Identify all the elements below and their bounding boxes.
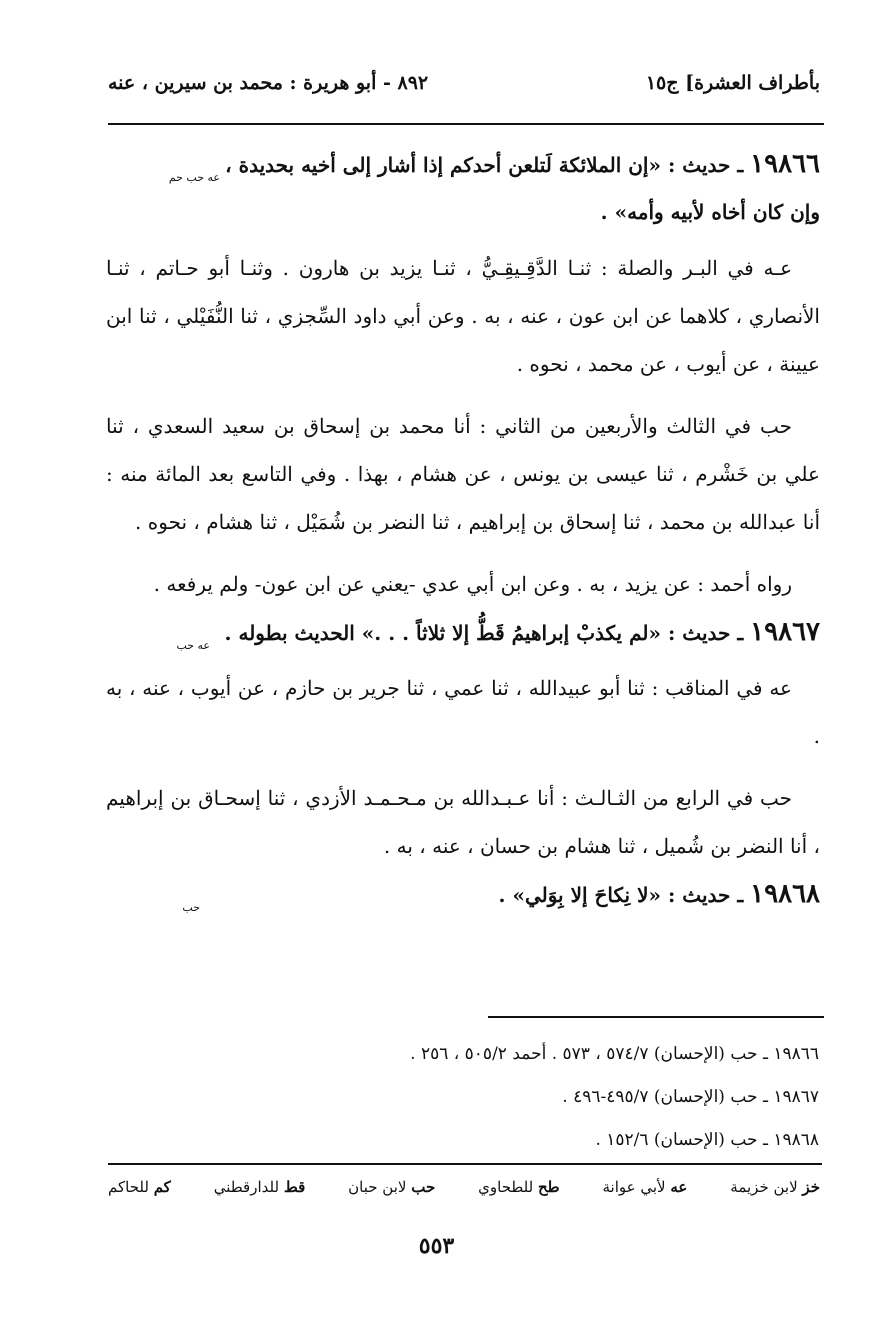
page-number: ٥٥٣: [418, 1233, 455, 1259]
isnad-paragraph: حب في الثالث والأربعين من الثاني : أنا محمد بن إسحاق بن سعيد السعدي ، ثنا علي بن خَشْرم ، ثنا عيسى بن يونس ، عن هشام ، بهذا . وفي التاسع بعد المائة منه : أنا عبدالله بن محمد ، ثنا إسحاق بن إبراهيم ، ثنا النضر بن شُمَيْل ، ثنا هشام ، نحوه .: [106, 414, 820, 534]
abbreviation-item: حب لابن حبان: [348, 1178, 436, 1196]
hadith-text-continued: وإن كان أخاه لأبيه وأمه» .: [600, 200, 820, 224]
abbreviation-key: [108, 1178, 820, 1208]
footnotes: [299, 1033, 819, 1162]
footnote-divider: [488, 1016, 824, 1018]
header-divider: [108, 123, 824, 125]
footnote: ١٩٨٦٧ ـ حب (الإحسان) ٤٩٥/٧-٤٩٦ .: [562, 1087, 819, 1107]
isnad-paragraph: حب في الرابع من الثـالـث : أنا عـبـدالله بن مـحـمـد الأزدي ، ثنا إسحـاق بن إبراهيم ، أنا النضر بن شُميل ، ثنا هشام بن حسان ، عنه ، به .: [106, 786, 820, 858]
source-codes: حب: [182, 901, 200, 914]
hadith-text: ـ حديث : «لم يكذبْ إبراهيمُ قَطُّ إلا ثلاثاً . . .» الحديث بطوله .: [224, 621, 744, 645]
hadith-entry: [106, 870, 820, 920]
footnote: ١٩٨٦٦ ـ حب (الإحسان) ٥٧٤/٧ ، ٥٧٣ . أحمد ٥٠٥/٢ ، ٢٥٦ .: [410, 1044, 819, 1064]
hadith-entry: [106, 140, 820, 230]
abbreviation-item: عه لأبي عوانة: [602, 1178, 688, 1196]
hadith-number: ١٩٨٦٧: [750, 617, 820, 647]
abbreviation-item: خز لابن خزيمة: [730, 1178, 820, 1196]
hadith-text: ـ حديث : «لا نِكاحَ إلا بِوَلي» .: [498, 883, 744, 907]
hadith-text: ـ حديث : «إن الملائكة لَتلعن أحدكم إذا أشار إلى أخيه بحديدة ،: [225, 153, 744, 177]
source-codes: عه حب حم: [168, 171, 220, 184]
isnad-paragraph: عه في المناقب : ثنا أبو عبيدالله ، ثنا عمي ، ثنا جرير بن حازم ، عن أيوب ، عنه ، به .: [106, 676, 820, 748]
abbreviation-divider: [108, 1163, 822, 1165]
abbreviation-item: قط للدارقطني: [213, 1178, 306, 1196]
hadith-number: ١٩٨٦٨: [750, 879, 820, 909]
running-title: بأطراف العشرة] ج١٥: [645, 72, 820, 94]
hadith-entry: [106, 608, 820, 658]
isnad-paragraph: رواه أحمد : عن يزيد ، به . وعن ابن أبي عدي -يعني عن ابن عون- ولم يرفعه .: [153, 572, 792, 596]
footnote: ١٩٨٦٨ ـ حب (الإحسان) ١٥٢/٦ .: [595, 1130, 819, 1150]
hadith-number: ١٩٨٦٦: [750, 149, 820, 179]
abbreviation-item: طح للطحاوي: [478, 1178, 560, 1196]
running-header: [108, 72, 820, 104]
section-title: ٨٩٢ - أبو هريرة : محمد بن سيرين ، عنه: [108, 72, 429, 94]
abbreviation-item: كم للحاكم: [108, 1178, 171, 1196]
source-codes: عه حب: [176, 639, 210, 652]
isnad-paragraph: عـه في البـر والصلة : ثنـا الدَّقِـيقِـيُّ ، ثنـا يزيد بن هارون . وثنـا أبو حـاتم ، ثنـا الأنصاري ، كلاهما عن ابن عون ، عنه ، به . وعن أبي داود السِّجزي ، ثنا النُّفَيْلي ، ثنا ابن عيينة ، عن أيوب ، عن محمد ، نحوه .: [106, 256, 820, 376]
main-text: [106, 140, 820, 920]
